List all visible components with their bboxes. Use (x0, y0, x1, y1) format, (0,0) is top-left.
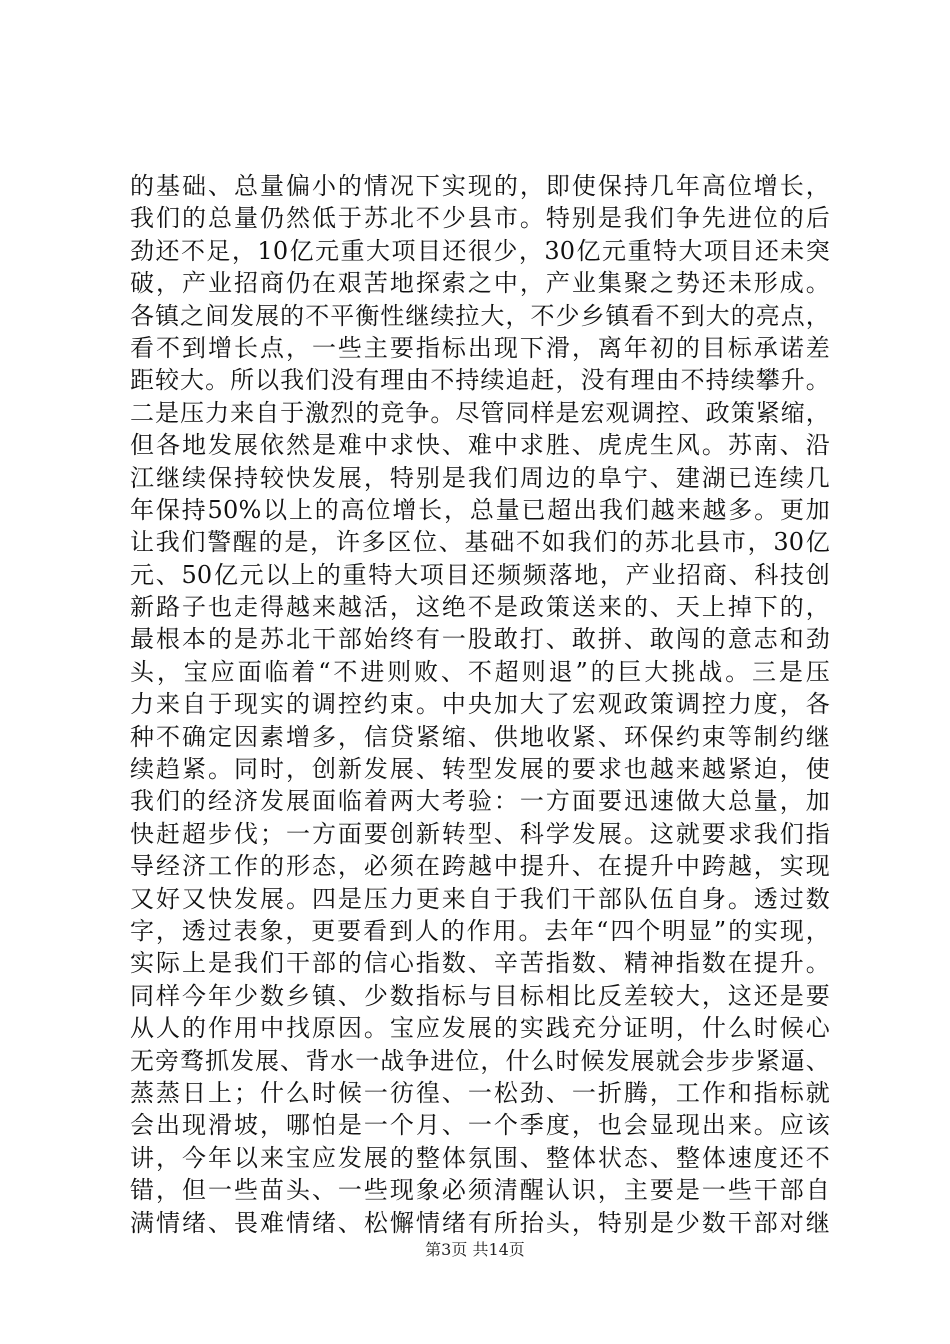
text-line: 又好又快发展。四是压力更来自于我们干部队伍自身。透过数 (130, 884, 830, 913)
text-line: 满情绪、畏难情绪、松懈情绪有所抬头，特别是少数干部对继 (130, 1208, 830, 1237)
text-line: 最根本的是苏北干部始终有一股敢打、敢拼、敢闯的意志和劲 (130, 625, 830, 654)
text-line: 同样今年少数乡镇、少数指标与目标相比反差较大，这还是要 (130, 981, 830, 1010)
text-line: 讲，今年以来宝应发展的整体氛围、整体状态、整体速度还不 (130, 1143, 830, 1172)
text-line: 头，宝应面临着“不进则败、不超则退”的巨大挑战。三是压 (130, 657, 830, 686)
page-footer: 第3页 共14页 (425, 1240, 525, 1259)
text-line: 从人的作用中找原因。宝应发展的实践充分证明，什么时候心 (130, 1014, 830, 1043)
text-line: 元、50亿元以上的重特大项目还频频落地，产业招商、科技创 (130, 560, 830, 589)
text-line: 力来自于现实的调控约束。中央加大了宏观政策调控力度，各 (130, 690, 830, 719)
text-line: 看不到增长点，一些主要指标出现下滑，离年初的目标承诺差 (130, 333, 830, 362)
text-line: 破，产业招商仍在艰苦地探索之中，产业集聚之势还未形成。 (130, 269, 830, 298)
text-line: 会出现滑坡，哪怕是一个月、一个季度，也会显现出来。应该 (130, 1111, 830, 1140)
body-text (130, 170, 830, 1239)
text-line: 我们的总量仍然低于苏北不少县市。特别是我们争先进位的后 (130, 204, 830, 233)
text-line: 导经济工作的形态，必须在跨越中提升、在提升中跨越，实现 (130, 852, 830, 881)
text-line: 江继续保持较快发展，特别是我们周边的阜宁、建湖已连续几 (130, 463, 830, 492)
text-line: 距较大。所以我们没有理由不持续追赶，没有理由不持续攀升。 (130, 366, 830, 395)
text-line: 字，透过表象，更要看到人的作用。去年“四个明显”的实现， (130, 916, 830, 945)
text-line: 各镇之间发展的不平衡性继续拉大，不少乡镇看不到大的亮点， (130, 301, 830, 330)
text-line: 续趋紧。同时，创新发展、转型发展的要求也越来越紧迫，使 (130, 755, 830, 784)
text-line: 劲还不足，10亿元重大项目还很少，30亿元重特大项目还未突 (130, 236, 830, 265)
text-line: 实际上是我们干部的信心指数、辛苦指数、精神指数在提升。 (130, 949, 830, 978)
text-line: 蒸蒸日上；什么时候一彷徨、一松劲、一折腾，工作和指标就 (130, 1078, 830, 1107)
text-line: 二是压力来自于激烈的竞争。尽管同样是宏观调控、政策紧缩， (130, 398, 830, 427)
text-line: 新路子也走得越来越活，这绝不是政策送来的、天上掉下的， (130, 593, 830, 622)
text-line: 年保持50%以上的高位增长，总量已超出我们越来越多。更加 (130, 495, 830, 524)
text-line: 的基础、总量偏小的情况下实现的，即使保持几年高位增长， (130, 172, 830, 200)
text-line: 快赶超步伐；一方面要创新转型、科学发展。这就要求我们指 (130, 819, 830, 848)
text-line: 无旁骛抓发展、背水一战争进位，什么时候发展就会步步紧逼、 (130, 1046, 830, 1075)
text-line: 种不确定因素增多，信贷紧缩、供地收紧、环保约束等制约继 (130, 722, 830, 751)
text-line: 我们的经济发展面临着两大考验：一方面要迅速做大总量，加 (130, 787, 830, 816)
text-line: 但各地发展依然是难中求快、难中求胜、虎虎生风。苏南、沿 (130, 431, 830, 460)
text-line: 让我们警醒的是，许多区位、基础不如我们的苏北县市，30亿 (130, 528, 830, 557)
text-line: 错，但一些苗头、一些现象必须清醒认识，主要是一些干部自 (130, 1176, 830, 1205)
